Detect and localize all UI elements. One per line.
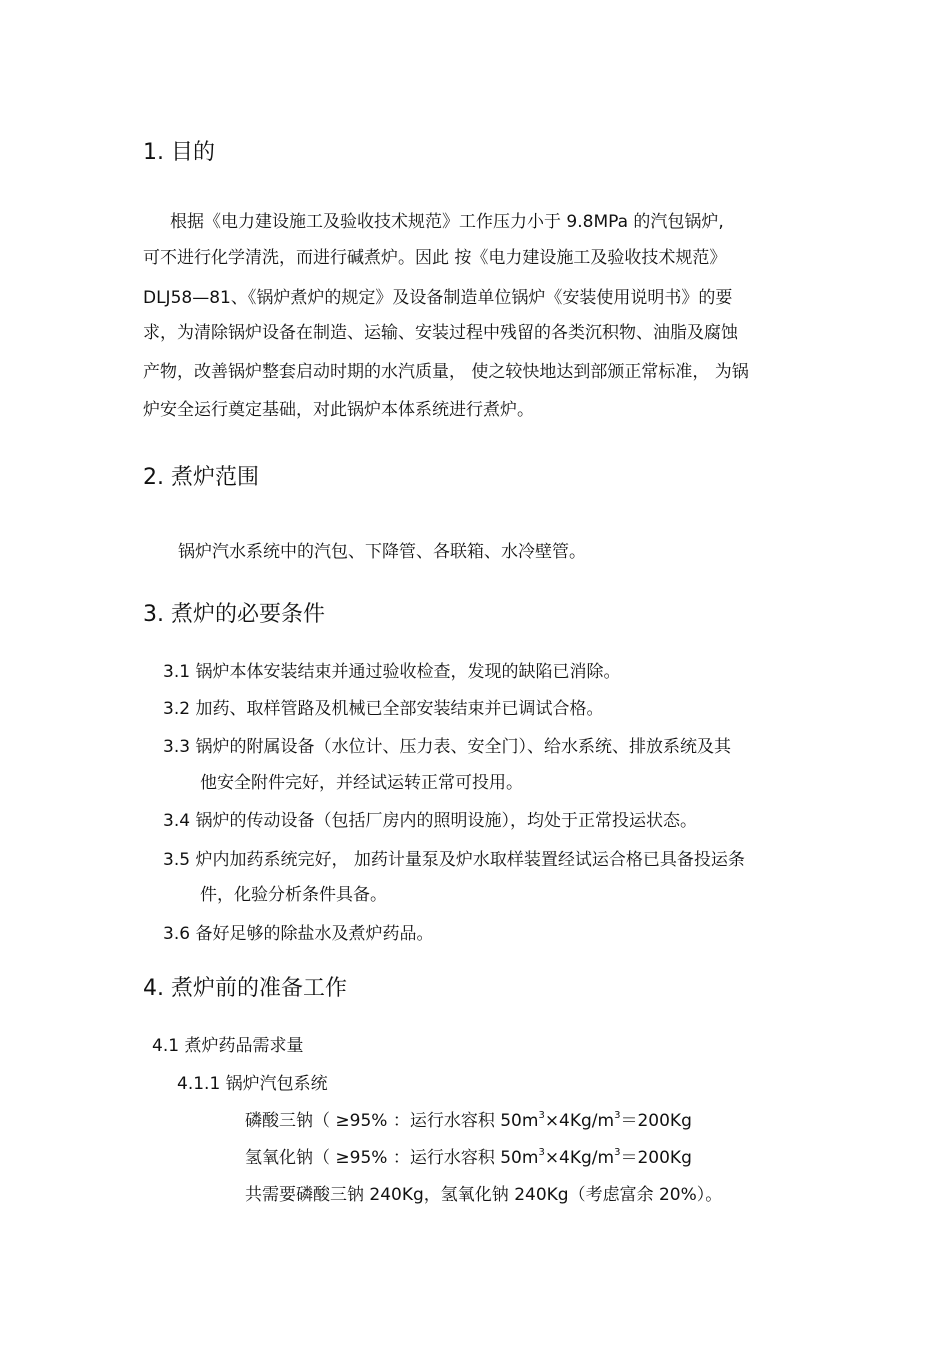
calc-2-result: ＝200Kg <box>620 1148 692 1168</box>
calc-trisodium-phosphate <box>245 1106 692 1131</box>
calc-sodium-hydroxide <box>245 1143 692 1168</box>
section-1-line-2: 可不进行化学清洗，而进行碱煮炉。因此 按《电力建设施工及验收技术规范》 <box>143 248 727 268</box>
condition-3-3-cont: 他安全附件完好，并经试运转正常可投用。 <box>200 773 523 793</box>
calc-2-exp-1: 3 <box>538 1147 545 1158</box>
section-3-heading: 3. 煮炉的必要条件 <box>143 602 325 627</box>
calc-2-mid: ×4Kg/m <box>544 1148 615 1168</box>
section-2-text: 锅炉汽水系统中的汽包、下降管、各联箱、水冷壁管。 <box>178 542 586 562</box>
calc-2-exp-2: 3 <box>614 1147 621 1158</box>
calc-1-name: 磷酸三钠（ ≥95% ：运行水容积 50m <box>245 1111 539 1131</box>
section-1-line-5: 产物，改善锅炉整套启动时期的水汽质量， 使之较快地达到部颁正常标准， 为锅 <box>143 362 749 382</box>
calc-1-exp-1: 3 <box>538 1110 545 1121</box>
condition-3-2: 3.2 加药、取样管路及机械已全部安装结束并已调试合格。 <box>163 699 604 719</box>
calc-1-exp-2: 3 <box>614 1110 621 1121</box>
section-1-line-6: 炉安全运行奠定基础，对此锅炉本体系统进行煮炉。 <box>143 400 534 420</box>
subsection-4-1: 4.1 煮炉药品需求量 <box>152 1036 304 1056</box>
section-1-line-4: 求，为清除锅炉设备在制造、运输、安装过程中残留的各类沉积物、油脂及腐蚀 <box>143 323 738 343</box>
calc-1-mid: ×4Kg/m <box>544 1111 615 1131</box>
subsection-4-1-1: 4.1.1 锅炉汽包系统 <box>177 1074 328 1094</box>
section-1-heading: 1. 目的 <box>143 140 215 165</box>
calc-1-result: ＝200Kg <box>620 1111 692 1131</box>
section-1-line-3: DLJ58—81、《锅炉煮炉的规定》及设备制造单位锅炉《安装使用说明书》的要 <box>143 288 733 308</box>
condition-3-5: 3.5 炉内加药系统完好， 加药计量泵及炉水取样装置经试运合格已具备投运条 <box>163 850 745 870</box>
condition-3-6: 3.6 备好足够的除盐水及煮炉药品。 <box>163 924 434 944</box>
section-1-line-1: 根据《电力建设施工及验收技术规范》工作压力小于 9.8MPa 的汽包锅炉, <box>170 212 724 232</box>
section-2-heading: 2. 煮炉范围 <box>143 465 259 490</box>
condition-3-1: 3.1 锅炉本体安装结束并通过验收检查，发现的缺陷已消除。 <box>163 662 621 682</box>
condition-3-3: 3.3 锅炉的附属设备（水位计、压力表、安全门）、给水系统、排放系统及其 <box>163 737 731 757</box>
section-4-heading: 4. 煮炉前的准备工作 <box>143 976 347 1001</box>
condition-3-4: 3.4 锅炉的传动设备（包括厂房内的照明设施），均处于正常投运状态。 <box>163 811 697 831</box>
condition-3-5-cont: 件，化验分析条件具备。 <box>200 885 387 905</box>
calc-2-name: 氢氧化钠（ ≥95% ：运行水容积 50m <box>245 1148 539 1168</box>
total-requirement: 共需要磷酸三钠 240Kg，氢氧化钠 240Kg（考虑富余 20%）。 <box>245 1185 723 1205</box>
